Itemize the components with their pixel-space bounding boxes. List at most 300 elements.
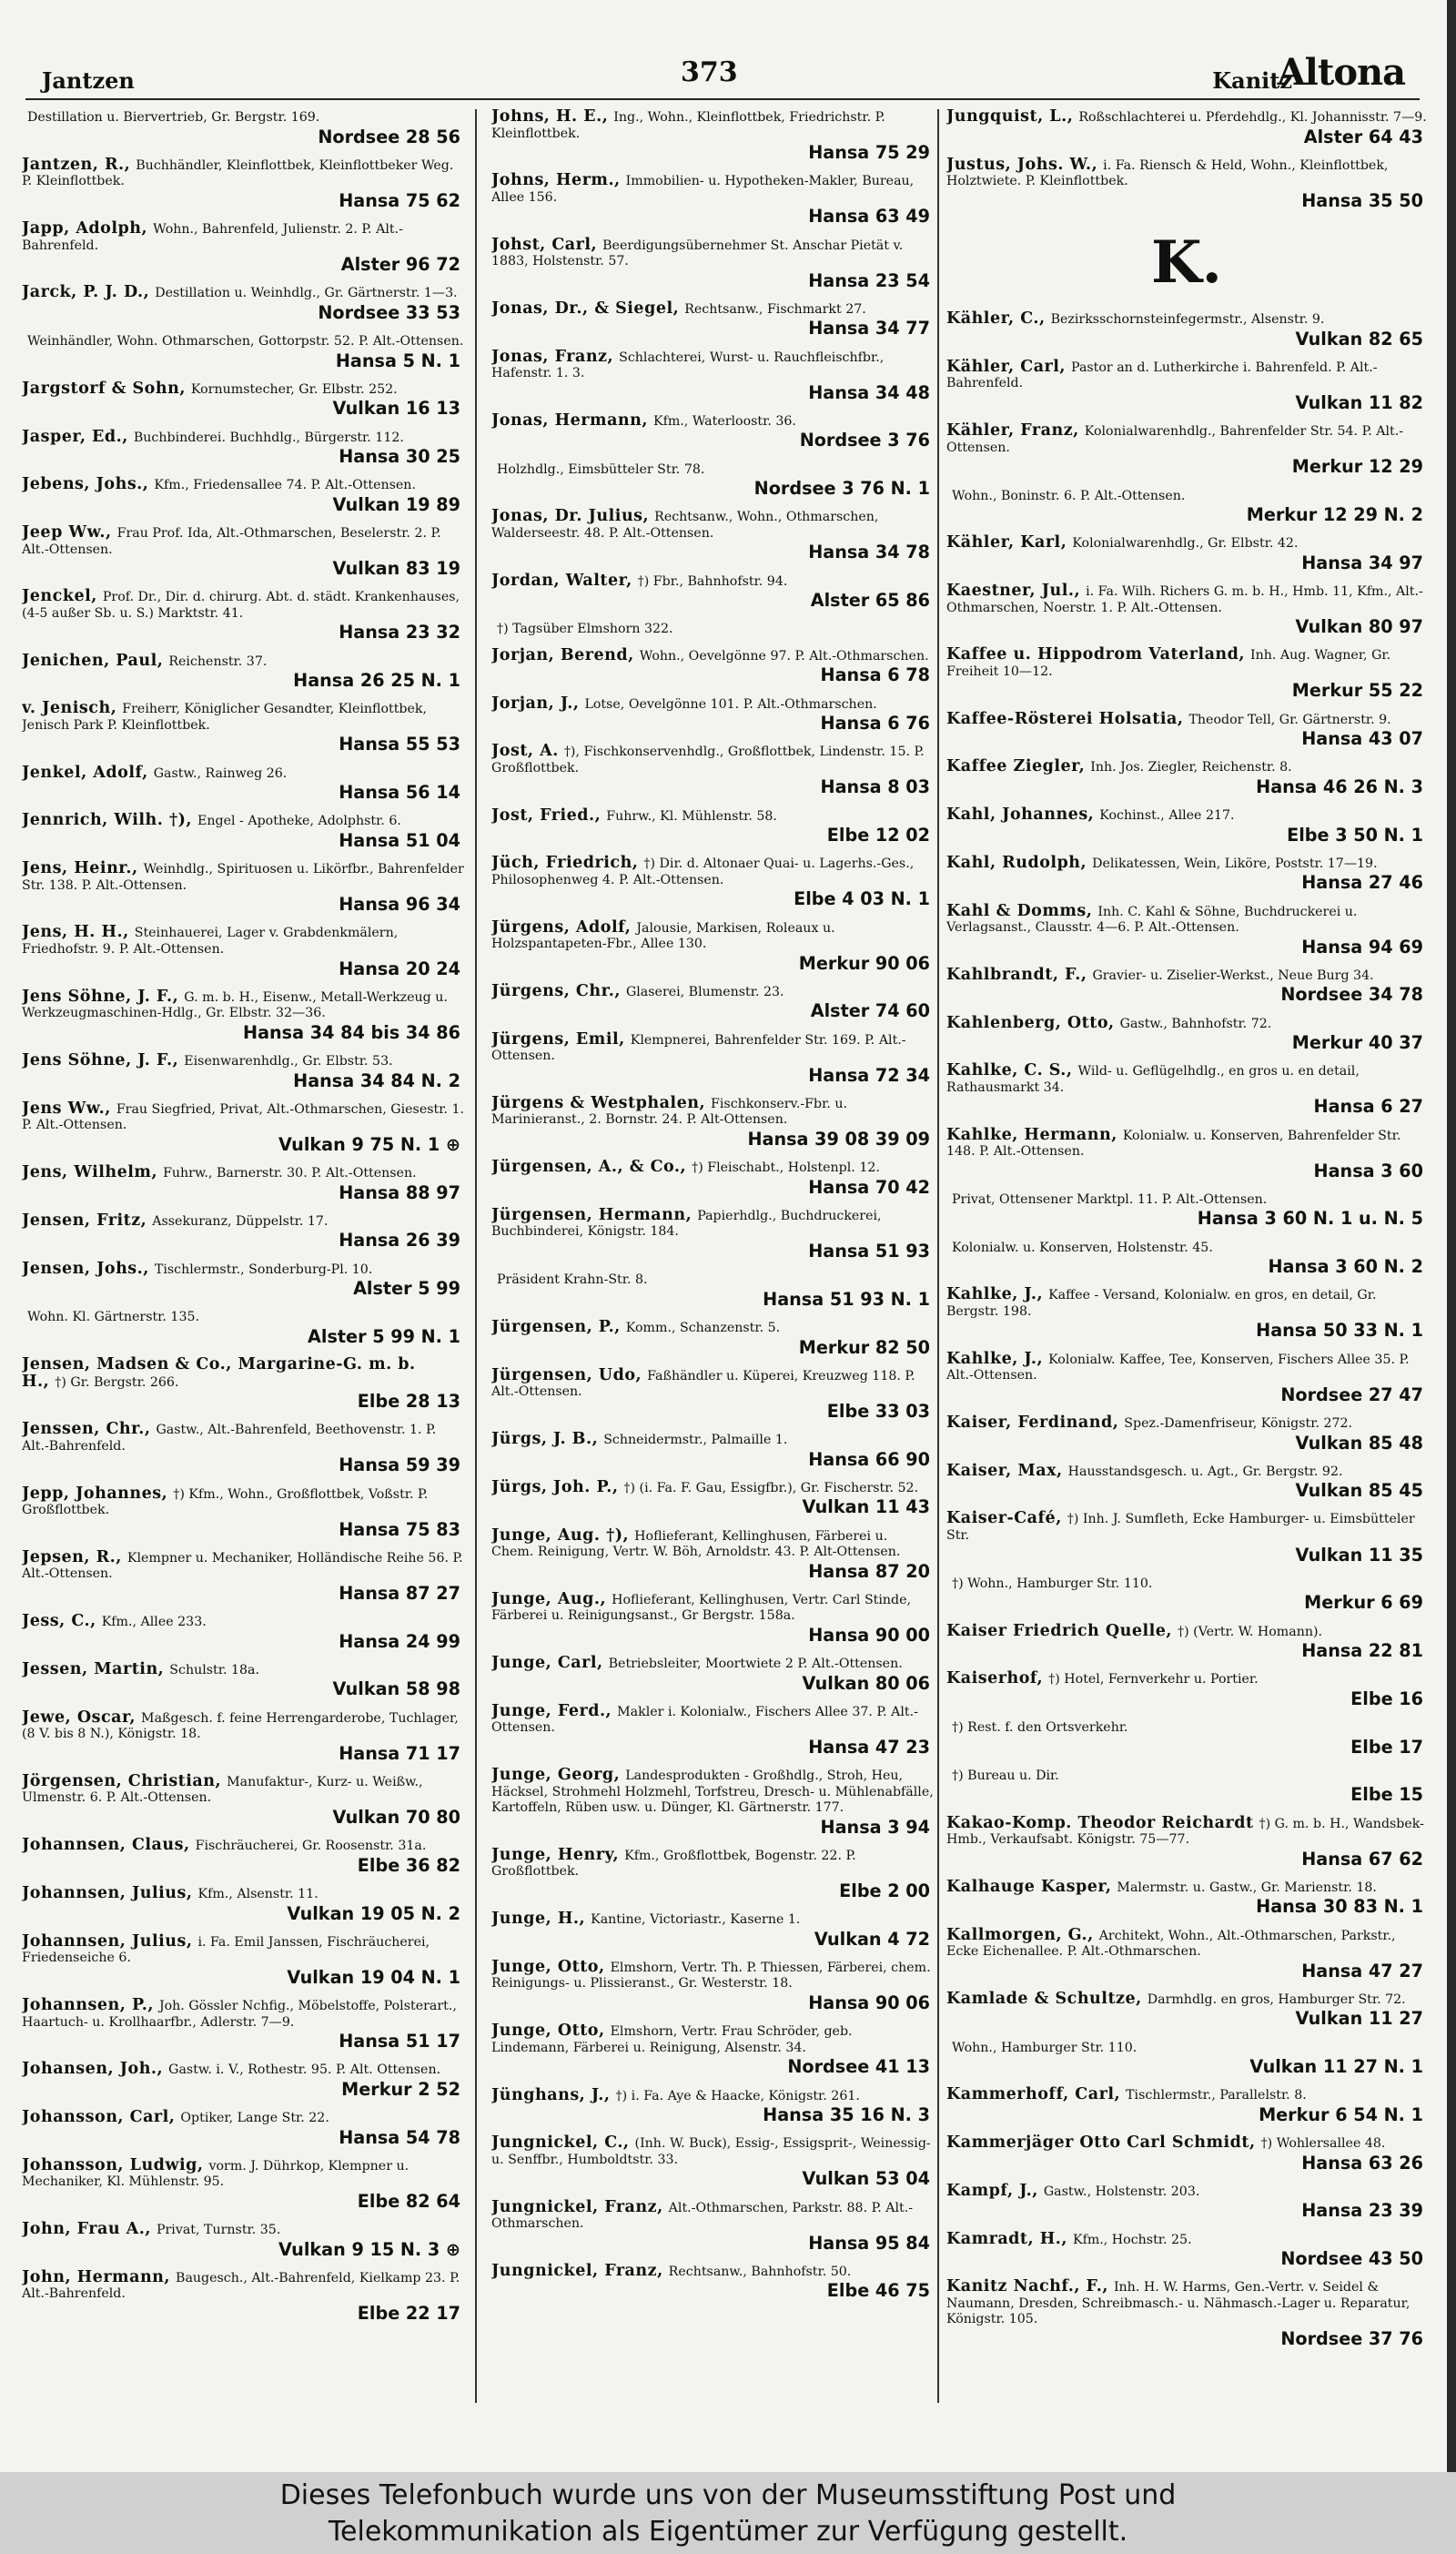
entry-detail: Kantine, Victoriastr., Kaserne 1.	[591, 1912, 801, 1928]
directory-entry	[491, 410, 934, 451]
entry-phone: Hansa 63 26	[1301, 2152, 1423, 2174]
directory-entry	[946, 647, 1427, 701]
entry-detail: Gastw., Bahnhofstr. 72.	[1119, 1016, 1272, 1031]
directory-entry	[946, 1191, 1427, 1230]
entry-detail: Präsident Krahn-Str. 8.	[497, 1272, 648, 1288]
entry-detail: (Inh. W. Buck), Essig-, Essigsprit-, Weinessig- u. Senffbr., Humboldtstr. 33.	[491, 2136, 931, 2167]
entry-detail: Holzhdlg., Eimsbütteler Str. 78.	[497, 461, 705, 477]
entry-text	[22, 925, 464, 958]
entry-detail: Wohn., Bahrenfeld, Julienstr. 2. P. Alt.-Bahrenfeld.	[22, 222, 403, 253]
entry-phone: Hansa 56 14	[339, 782, 460, 804]
entry-detail: †), Fischkonservenhdlg., Großflottbek, Lindenstr. 15. P. Großflottbek.	[491, 745, 925, 775]
entry-text	[491, 301, 934, 319]
entry-name: Jarck, P. J. D.,	[22, 283, 150, 302]
entry-text	[491, 645, 934, 665]
entry-detail: Elmshorn, Vertr. Th. P. Thiessen, Färberei, chem. Reinigungs- u. Plissieranst., Gr. Westerstr. 18.	[491, 1960, 931, 1992]
entry-detail: Destillation u. Biervertrieb, Gr. Bergstr. 169.	[27, 110, 320, 125]
directory-entry	[22, 925, 464, 978]
entry-detail: Fischkonserv.-Fbr. u. Marinieranst., 2. Bornstr. 24. P. Alt-Ottensen.	[491, 1096, 847, 1128]
entry-name: Jargstorf & Sohn,	[22, 379, 186, 398]
entry-phone: Hansa 3 60	[1313, 1160, 1423, 1181]
entry-detail: Alt.-Othmarschen, Parkstr. 88. P. Alt.-Othmarschen.	[491, 2200, 914, 2232]
entry-detail: Inh. Jos. Ziegler, Reichenstr. 8.	[1090, 760, 1292, 775]
entry-detail: Destillation u. Weinhdlg., Gr. Gärtnerstr. 1—3.	[155, 286, 458, 301]
entry-name: Jungnickel, Franz,	[491, 2197, 663, 2216]
entry-name: Jungnickel, Franz,	[491, 2261, 663, 2280]
entry-detail: †) Hotel, Fernverkehr u. Portier.	[1048, 1672, 1259, 1687]
entry-text	[22, 1486, 464, 1519]
entry-text	[22, 381, 464, 399]
entry-phone: Hansa 23 32	[339, 622, 460, 644]
entry-phone: Vulkan 58 98	[332, 1678, 460, 1700]
directory-entry	[946, 157, 1427, 211]
entry-phone: Hansa 34 97	[1301, 552, 1423, 573]
directory-entry	[22, 1486, 464, 1540]
entry-detail: Roßschlachterei u. Pferdehdlg., Kl. Johannisstr. 7—9.	[1078, 110, 1427, 125]
entry-phone: Elbe 3 50 N. 1	[1287, 824, 1423, 846]
entry-phone: Elbe 12 02	[826, 825, 930, 846]
directory-entry	[946, 1768, 1427, 1806]
entry-name: Kahl, Johannes,	[946, 806, 1095, 825]
directory-entry	[491, 1701, 934, 1758]
entry-detail: †) Kfm., Wohn., Großflottbek, Voßstr. P. Großflottbek.	[22, 1486, 429, 1518]
entry-phone: Hansa 8 03	[820, 776, 930, 798]
entry-name: Jonas, Dr. Julius,	[491, 507, 650, 526]
entry-detail: Fischräucherei, Gr. Roosenstr. 31a.	[195, 1839, 427, 1854]
entry-text	[491, 1768, 934, 1817]
entry-phone: Nordsee 28 56	[318, 126, 460, 147]
entry-text	[491, 235, 934, 270]
entry-detail: Kornumstecher, Gr. Elbstr. 252.	[190, 381, 398, 397]
directory-entry	[946, 2040, 1427, 2078]
entry-text	[22, 427, 464, 447]
entry-name: Kahlenberg, Otto,	[946, 1013, 1115, 1032]
entry-detail: Schneidermstr., Palmaille 1.	[603, 1433, 788, 1447]
directory-entry	[22, 1838, 464, 1876]
directory-entry	[22, 1213, 464, 1252]
entry-text	[946, 1013, 1427, 1033]
directory-entry	[946, 759, 1427, 797]
entry-detail: †) (i. Fa. F. Gau, Essigfbr.), Gr. Fischerstr. 52.	[623, 1480, 919, 1495]
entry-name: Junge, Henry,	[491, 1845, 620, 1864]
directory-entry	[946, 1349, 1427, 1405]
directory-entry	[946, 2181, 1427, 2222]
entry-name: Kahlbrandt, F.,	[946, 965, 1087, 984]
entry-name: Johansson, Ludwig,	[22, 2155, 204, 2174]
entry-text	[491, 917, 934, 953]
entry-name: Junge, Georg,	[491, 1766, 621, 1785]
entry-name: Jürgens, Adolf,	[491, 917, 632, 937]
entry-text	[946, 1621, 1427, 1641]
entry-phone: Hansa 26 25 N. 1	[293, 670, 460, 692]
entry-name: Johannsen, P.,	[22, 1996, 154, 2014]
entry-detail: i. Fa. Riensch & Held, Wohn., Kleinflottbek, Holztwiete. P. Kleinflottbek.	[946, 157, 1389, 189]
entry-name: Johansson, Carl,	[22, 2108, 176, 2127]
directory-entry	[491, 1432, 934, 1470]
entry-text	[946, 2279, 1427, 2328]
directory-entry	[491, 1365, 934, 1422]
entry-phone: Hansa 47 27	[1301, 1960, 1423, 1981]
directory-entry	[22, 1931, 464, 1988]
entry-text	[946, 901, 1427, 937]
directory-entry	[491, 1317, 934, 1358]
entry-name: Kahlke, Hermann,	[946, 1125, 1117, 1144]
directory-entry	[491, 744, 934, 797]
entry-phone: Hansa 87 27	[339, 1582, 460, 1604]
directory-entry	[491, 2197, 934, 2254]
entry-name: Jordan, Walter,	[491, 571, 632, 590]
entry-detail: Privat, Ottensener Marktpl. 11. P. Alt.-Ottensen.	[952, 1191, 1268, 1207]
entry-name: Kaiser-Café,	[946, 1509, 1062, 1528]
entry-detail: Rechtsanw., Fischmarkt 27.	[684, 301, 866, 317]
entry-detail: Lotse, Oevelgönne 101. P. Alt.-Othmarschen.	[584, 696, 877, 712]
entry-phone: Nordsee 37 76	[1280, 2327, 1423, 2349]
entry-name: Kähler, Franz,	[946, 421, 1079, 441]
entry-phone: Hansa 75 29	[808, 142, 930, 164]
entry-phone: Nordsee 33 53	[318, 301, 460, 323]
entry-detail: Wohn., Hamburger Str. 110.	[952, 2040, 1138, 2055]
entry-text	[491, 808, 934, 826]
directory-entry	[491, 2261, 934, 2302]
entry-detail: Kfm., Alsenstr. 11.	[197, 1886, 318, 1901]
directory-entry	[946, 488, 1427, 526]
entry-name: Jens Söhne, J. F.,	[22, 1051, 179, 1069]
entry-name: Jürgs, J. B.,	[491, 1430, 599, 1448]
entry-detail: †) Inh. J. Sumfleth, Ecke Hamburger- u. Eimsbütteler Str.	[946, 1512, 1415, 1543]
entry-phone: Hansa 26 39	[339, 1230, 460, 1252]
entry-phone: Vulkan 11 35	[1295, 1544, 1423, 1566]
entry-detail: Wild- u. Geflügelhdlg., en gros u. en detail, Rathausmarkt 34.	[946, 1064, 1360, 1095]
entry-name: Junge, Aug.,	[491, 1589, 607, 1608]
entry-detail: i. Fa. Wilh. Richers G. m. b. H., Hmb. 11, Kfm., Alt.-Othmarschen, Noerstr. 1. P. Alt.-Ottensen.	[946, 584, 1423, 615]
directory-entry	[946, 965, 1427, 1006]
directory-entry	[491, 2085, 934, 2126]
directory-entry	[22, 813, 464, 851]
entry-phone: Hansa 3 60 N. 2	[1268, 1256, 1423, 1278]
column-3	[946, 109, 1427, 2403]
entry-detail: †) Gr. Bergstr. 266.	[55, 1374, 179, 1390]
directory-entry	[22, 1771, 464, 1828]
entry-name: Jeep Ww.,	[22, 523, 112, 542]
directory-entry	[22, 221, 464, 275]
entry-name: Jürgens, Chr.,	[491, 981, 621, 1000]
directory-entry	[491, 2023, 934, 2077]
directory-entry	[491, 1205, 934, 1262]
entry-detail: Kolonialwarenhdlg., Bahrenfelder Str. 54. P. Alt.-Ottensen.	[946, 424, 1404, 455]
directory-entry	[22, 1659, 464, 1700]
entry-phone: Vulkan 82 65	[1295, 328, 1423, 350]
entry-phone: Merkur 82 50	[798, 1336, 930, 1358]
entry-name: Kaiser Friedrich Quelle,	[946, 1621, 1173, 1640]
page-header	[25, 44, 1420, 100]
entry-text	[22, 861, 464, 894]
entry-phone: Alster 5 99 N. 1	[308, 1325, 460, 1347]
directory-entry	[22, 525, 464, 579]
directory-entry	[946, 1240, 1427, 1278]
entry-detail: G. m. b. H., Eisenw., Metall-Werkzeug u. Werkzeugmaschinen-Hdlg., Gr. Elbstr. 32—36.	[22, 989, 448, 1021]
entry-phone: Elbe 17	[1350, 1736, 1423, 1758]
entry-phone: Hansa 66 90	[808, 1448, 930, 1470]
entry-phone: Hansa 51 17	[339, 2031, 460, 2052]
entry-name: Jess, C.,	[22, 1612, 96, 1631]
entry-detail: Engel - Apotheke, Adolphstr. 6.	[197, 814, 401, 829]
directory-entry	[22, 589, 464, 643]
entry-phone: Hansa 51 93 N. 1	[763, 1288, 930, 1310]
entry-name: Kähler, C.,	[946, 309, 1046, 329]
directory-entry	[946, 109, 1427, 147]
entry-text	[491, 1205, 934, 1241]
entry-text	[491, 1272, 934, 1289]
directory-entry	[946, 1719, 1427, 1758]
directory-entry	[22, 2062, 464, 2100]
entry-detail: †) (Vertr. W. Homann).	[1178, 1624, 1323, 1639]
directory-entry	[22, 1998, 464, 2052]
entry-detail: i. Fa. Emil Janssen, Fischräucherei, Friedenseiche 6.	[22, 1934, 430, 1966]
entry-phone: Hansa 47 23	[808, 1736, 930, 1758]
directory-entry	[22, 427, 464, 468]
entry-phone: Merkur 55 22	[1291, 680, 1423, 702]
entry-detail: Klempnerei, Bahrenfelder Str. 169. P. Alt.-Ottensen.	[491, 1032, 906, 1064]
entry-detail: Glaserei, Blumenstr. 23.	[625, 984, 784, 999]
entry-text	[22, 109, 464, 127]
entry-phone: Vulkan 83 19	[332, 558, 460, 580]
directory-entry	[491, 645, 934, 686]
directory-entry	[491, 1768, 934, 1838]
entry-detail: Theodor Tell, Gr. Gärtnerstr. 9.	[1188, 712, 1391, 727]
entry-phone: Merkur 12 29 N. 2	[1246, 504, 1423, 526]
entry-text	[491, 2023, 934, 2056]
entry-text	[22, 2267, 464, 2303]
entry-name: Kaiser, Ferdinand,	[946, 1413, 1119, 1432]
entry-phone: Hansa 30 25	[339, 446, 460, 468]
entry-phone: Elbe 22 17	[357, 2302, 460, 2324]
entry-phone: Nordsee 3 76 N. 1	[753, 478, 930, 500]
entry-phone: Hansa 43 07	[1301, 728, 1423, 750]
entry-phone: Alster 65 86	[810, 590, 930, 612]
entry-detail: Baugesch., Alt.-Bahrenfeld, Kielkamp 23. P. Alt.-Bahrenfeld.	[22, 2270, 460, 2302]
entry-text	[946, 1671, 1427, 1688]
entry-detail: Spez.-Damenfriseur, Königstr. 272.	[1124, 1415, 1353, 1431]
entry-text	[491, 1029, 934, 1065]
footer-line-1: Dieses Telefonbuch wurde uns von der Museumsstiftung Post und	[279, 2479, 1177, 2511]
entry-phone: Hansa 3 60 N. 1 u. N. 5	[1197, 1208, 1423, 1230]
directory-entry	[491, 2135, 934, 2189]
entry-name: Kaiserhof,	[946, 1669, 1044, 1688]
entry-name: Kamlade & Schultze,	[946, 1989, 1142, 2008]
directory-entry	[22, 285, 464, 323]
directory-entry	[22, 701, 464, 755]
entry-name: Jürgensen, P.,	[491, 1317, 621, 1336]
entry-text	[491, 410, 934, 431]
entry-phone: Vulkan 19 89	[332, 493, 460, 515]
entry-detail: Hoflieferant, Kellinghusen, Färberei u. Chem. Reinigung, Vertr. W. Böh, Arnoldstr. 43. P. Alt-Ottensen.	[491, 1528, 901, 1560]
entry-detail: Reichenstr. 37.	[168, 654, 268, 669]
entry-phone: Hansa 39 08 39 09	[747, 1128, 930, 1150]
directory-entry	[22, 2110, 464, 2148]
entry-detail: Klempner u. Mechaniker, Holländische Reihe 56. P. Alt.-Ottensen.	[22, 1550, 463, 1582]
entry-text	[491, 744, 934, 776]
entry-phone: Merkur 6 54 N. 1	[1259, 2103, 1423, 2125]
entry-phone: Alster 74 60	[810, 1000, 930, 1022]
entry-text	[946, 2181, 1427, 2201]
entry-name: Kakao-Komp. Theodor Reichardt	[946, 1813, 1254, 1832]
entry-phone: Hansa 23 54	[808, 269, 930, 291]
entry-name: John, Frau A.,	[22, 2220, 151, 2239]
entry-name: Jünghans, J.,	[491, 2085, 611, 2104]
entry-name: Kaffee Ziegler,	[946, 757, 1086, 776]
entry-phone: Vulkan 11 43	[802, 1496, 930, 1518]
entry-text	[22, 1547, 464, 1583]
entry-phone: Hansa 75 83	[339, 1518, 460, 1540]
entry-text	[22, 701, 464, 734]
entry-detail: Gastw. i. V., Rothestr. 95. P. Alt. Ottensen.	[168, 2062, 441, 2078]
entry-phone: Vulkan 80 06	[802, 1672, 930, 1694]
entry-detail: Beerdigungsübernehmer St. Anschar Pietät v. 1883, Holstenstr. 57.	[491, 238, 904, 269]
entry-detail: Tischlermstr., Sonderburg-Pl. 10.	[154, 1262, 373, 1277]
entry-phone: Vulkan 70 80	[332, 1807, 460, 1828]
entry-text	[22, 1309, 464, 1326]
page-number: 373	[681, 56, 738, 88]
entry-phone: Alster 64 43	[1303, 126, 1423, 147]
entry-phone: Hansa 54 78	[339, 2126, 460, 2148]
entry-detail: Gravier- u. Ziselier-Werkst., Neue Burg 34.	[1092, 968, 1374, 983]
directory-entry	[22, 109, 464, 147]
entry-detail: Fuhrw., Kl. Mühlenstr. 58.	[606, 808, 777, 824]
entry-phone: Hansa 87 20	[808, 1560, 930, 1582]
directory-entry	[491, 621, 934, 638]
entry-name: Jürgensen, Hermann,	[491, 1205, 693, 1224]
entry-text	[22, 1998, 464, 2031]
directory-entry	[22, 1259, 464, 1300]
entry-name: Junge, Aug. †),	[491, 1525, 630, 1545]
entry-name: Jungnickel, C.,	[491, 2133, 630, 2153]
directory-entry	[22, 861, 464, 915]
entry-name: Johannsen, Julius,	[22, 1883, 193, 1902]
entry-phone: Hansa 96 34	[339, 894, 460, 916]
entry-detail: Fuhrw., Barnerstr. 30. P. Alt.-Ottensen.	[163, 1166, 417, 1181]
entry-name: Jonas, Dr., & Siegel,	[491, 299, 680, 318]
entry-phone: Hansa 34 84 bis 34 86	[243, 1021, 460, 1043]
entry-detail: Weinhdlg., Spirituosen u. Likörfbr., Bahrenfelder Str. 138. P. Alt.-Ottensen.	[22, 862, 464, 893]
entry-text	[491, 1957, 934, 1992]
entry-text	[22, 1659, 464, 1679]
entry-text	[22, 1710, 464, 1743]
entry-detail: Papierhdlg., Buchdruckerei, Buchbinderei, Königstr. 184.	[491, 1208, 882, 1240]
entry-phone: Vulkan 11 27 N. 1	[1249, 2056, 1423, 2078]
entry-name: Jens, H. H.,	[22, 923, 129, 942]
entry-text	[22, 765, 464, 783]
entry-text	[491, 1160, 934, 1177]
entry-phone: Nordsee 41 13	[787, 2056, 930, 2078]
entry-text	[946, 647, 1427, 680]
entry-phone: Merkur 12 29	[1291, 456, 1423, 478]
directory-entry	[491, 1029, 934, 1086]
entry-name: Jürgs, Joh. P.,	[491, 1477, 619, 1496]
entry-name: Kahl, Rudolph,	[946, 853, 1087, 872]
column-divider	[937, 109, 939, 2403]
entry-phone: Vulkan 9 15 N. 3 ⊕	[278, 2238, 460, 2260]
entry-text	[946, 157, 1427, 190]
entry-name: Jenckel,	[22, 587, 97, 606]
directory-entry	[946, 807, 1427, 846]
entry-detail: Weinhändler, Wohn. Othmarschen, Gottorpstr. 52. P. Alt.-Ottensen.	[27, 334, 464, 350]
entry-text	[946, 1240, 1427, 1257]
entry-detail: Kochinst., Allee 217.	[1099, 808, 1235, 824]
entry-text	[22, 157, 464, 190]
directory-entry	[946, 1671, 1427, 1709]
entry-text	[22, 651, 464, 671]
entry-phone: Vulkan 80 97	[1295, 616, 1423, 638]
entry-text	[491, 1656, 934, 1673]
entry-phone: Merkur 90 06	[798, 952, 930, 974]
entry-text	[22, 1931, 464, 1967]
directory-entry	[491, 1272, 934, 1310]
entry-text	[946, 853, 1427, 873]
entry-name: Jörgensen, Christian,	[22, 1771, 222, 1790]
entry-phone: Hansa 72 34	[808, 1064, 930, 1086]
entry-text	[22, 2222, 464, 2239]
column-divider	[475, 109, 477, 2403]
entry-text	[946, 535, 1427, 552]
entry-text	[491, 1589, 934, 1625]
directory-entry	[946, 1877, 1427, 1918]
entry-phone: Hansa 90 00	[808, 1624, 930, 1646]
entry-phone: Nordsee 3 76	[799, 430, 930, 451]
entry-phone: Hansa 34 77	[808, 318, 930, 340]
entry-phone: Elbe 28 13	[357, 1391, 460, 1413]
directory-entry	[491, 1957, 934, 2013]
entry-name: Jürgens, Emil,	[491, 1029, 625, 1049]
entry-name: Jungquist, L.,	[946, 109, 1074, 126]
entry-text	[946, 357, 1427, 392]
entry-detail: †) Tagsüber Elmshorn 322.	[497, 622, 673, 637]
entry-detail: †) Fbr., Bahnhofstr. 94.	[637, 573, 788, 589]
entry-text	[491, 2197, 934, 2233]
entry-text	[946, 488, 1427, 505]
entry-text	[491, 2135, 934, 2168]
entry-text	[491, 1477, 934, 1497]
entry-text	[22, 221, 464, 254]
entry-name: Jenssen, Chr.,	[22, 1420, 151, 1439]
entry-phone: Hansa 6 27	[1313, 1096, 1423, 1118]
directory-entry	[491, 1160, 934, 1198]
entry-phone: Vulkan 85 48	[1295, 1432, 1423, 1454]
entry-text	[946, 709, 1427, 729]
entry-phone: Hansa 6 78	[820, 664, 930, 686]
entry-phone: Vulkan 4 72	[814, 1928, 930, 1950]
entry-name: Jens, Wilhelm,	[22, 1163, 158, 1182]
entry-name: Jenichen, Paul,	[22, 651, 164, 670]
entry-detail: †) Fleischabt., Holstenpl. 12.	[692, 1160, 880, 1176]
entry-phone: Elbe 15	[1350, 1784, 1423, 1806]
entry-phone: Hansa 30 83 N. 1	[1256, 1896, 1423, 1918]
entry-phone: Hansa 51 93	[808, 1241, 930, 1262]
entry-name: Kaffee u. Hippodrom Vaterland,	[946, 645, 1246, 664]
entry-text	[946, 1877, 1427, 1897]
entry-detail: Inh. C. Kahl & Söhne, Buchdruckerei u. Verlagsanst., Clausstr. 4—6. P. Alt.-Ottensen.	[946, 904, 1358, 936]
entry-name: Kallmorgen, G.,	[946, 1925, 1094, 1944]
entry-detail: Tischlermstr., Parallelstr. 8.	[1126, 2088, 1307, 2103]
directory-entry	[946, 1813, 1427, 1870]
entry-detail: †) G. m. b. H., Wandsbek-Hmb., Verkaufsabt. Königstr. 75—77.	[946, 1816, 1424, 1848]
entry-text	[491, 2085, 934, 2105]
entry-text	[22, 813, 464, 830]
entry-name: Junge, H.,	[491, 1910, 586, 1929]
entry-phone: Vulkan 11 82	[1295, 392, 1423, 413]
entry-phone: Nordsee 34 78	[1280, 984, 1423, 1006]
entry-text	[491, 573, 934, 591]
entry-phone: Hansa 23 39	[1301, 2200, 1423, 2222]
